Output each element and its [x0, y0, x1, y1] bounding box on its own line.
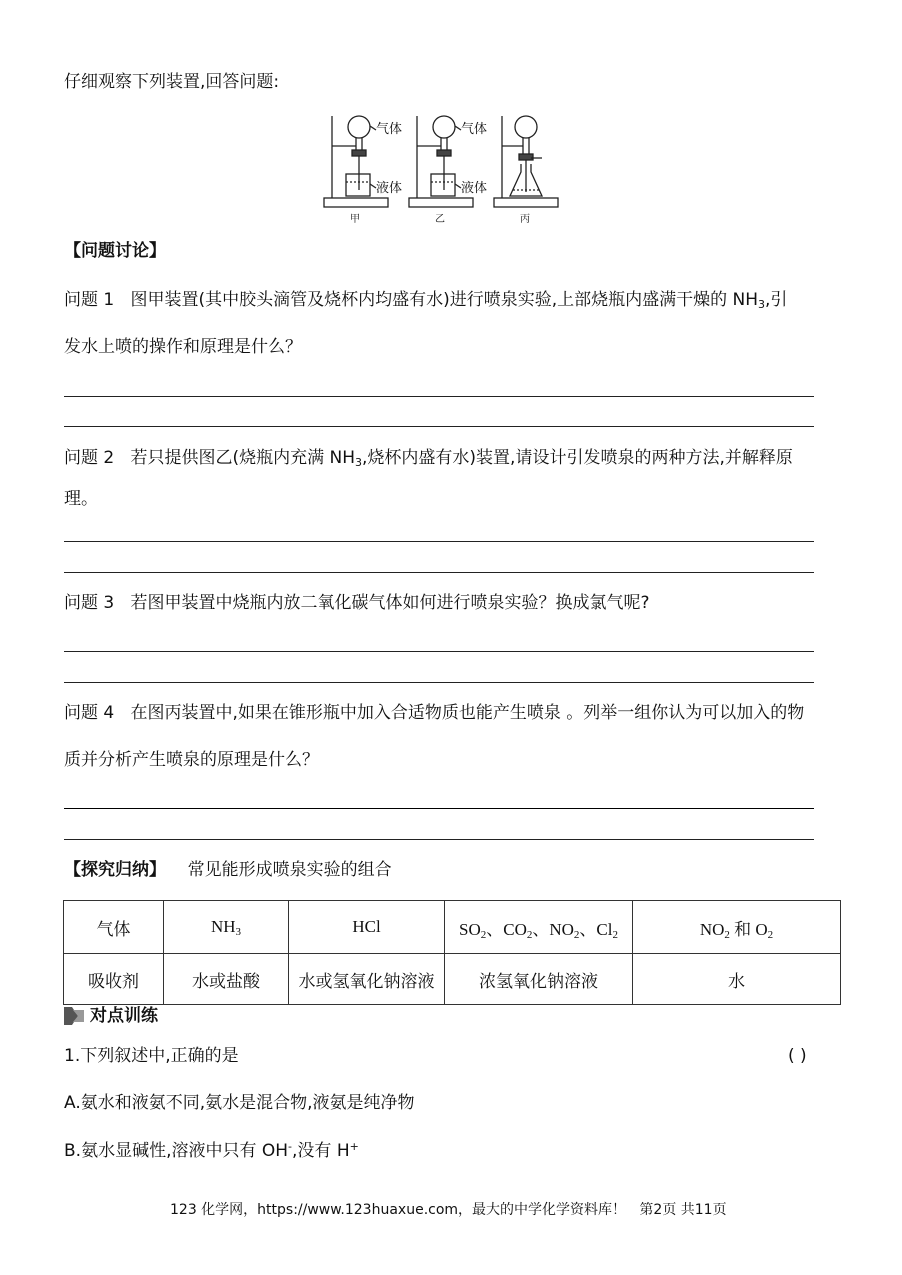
- answer-line: [64, 839, 814, 840]
- subscript: 2: [526, 928, 533, 941]
- question-3-number: 问题 3: [64, 593, 115, 613]
- question-2-number: 问题 2: [64, 448, 115, 468]
- caption-bing: 丙: [520, 214, 530, 225]
- option-b-text-tail: ,没有 H: [292, 1141, 350, 1161]
- question-2-text: 若只提供图乙(烧瓶内充满 NH: [130, 448, 355, 468]
- superscript: -: [288, 1140, 293, 1153]
- question-4-number: 问题 4: [64, 703, 115, 723]
- question-1-number: 问题 1: [64, 290, 115, 310]
- absorbent-cell: 水: [633, 954, 841, 1005]
- page-footer: [170, 1199, 727, 1219]
- liquid-label-1: 液体: [376, 181, 403, 196]
- question-2-line-1: [64, 447, 793, 469]
- subscript: 2: [612, 928, 618, 941]
- answer-bracket: ( ): [788, 1046, 807, 1066]
- question-1-line-1: [64, 289, 787, 311]
- absorbent-cell: 水或盐酸: [164, 954, 289, 1005]
- gas-cell: [164, 901, 289, 954]
- table-row: [64, 901, 841, 954]
- gas-formula: 、NO: [532, 919, 574, 939]
- gas-formula: NH: [210, 917, 236, 936]
- question-4-line-2: 质并分析产生喷泉的原理是什么？: [64, 750, 319, 770]
- absorbent-cell: 浓氢氧化钠溶液: [445, 954, 633, 1005]
- subscript: 2: [573, 928, 580, 941]
- subscript: 2: [767, 928, 774, 941]
- option-b: [64, 1140, 359, 1162]
- option-b-text: B.氨水显碱性,溶液中只有 OH: [64, 1141, 289, 1161]
- footer-page-number: 第2页 共11页: [639, 1202, 727, 1218]
- row-label-gas: 气体: [64, 901, 164, 954]
- question-1-line-2: 发水上喷的操作和原理是什么？: [64, 337, 302, 357]
- answer-line: [64, 426, 814, 427]
- row-label-absorbent: 吸收剂: [64, 954, 164, 1005]
- gas-formula: NO: [699, 919, 725, 939]
- gas-cell: [445, 901, 633, 954]
- gas-label-1: 气体: [376, 122, 403, 137]
- option-a: A.氨水和液氨不同,氨水是混合物,液氨是纯净物: [64, 1093, 415, 1113]
- question-4-text: 在图丙装置中,如果在锥形瓶中加入合适物质也能产生喷泉 。列举一组你认为可以加入的物: [130, 703, 805, 723]
- liquid-label-2: 液体: [461, 181, 488, 196]
- gas-label-2: 气体: [461, 122, 488, 137]
- caption-jia: 甲: [350, 214, 360, 225]
- caption-yi: 乙: [435, 214, 445, 225]
- gas-formula: 和 O: [729, 919, 768, 939]
- intro-text: 仔细观察下列装置,回答问题:: [64, 72, 280, 92]
- subscript: 2: [480, 928, 487, 941]
- gas-cell: HCl: [289, 901, 445, 954]
- absorbent-cell: 水或氢氧化钠溶液: [289, 954, 445, 1005]
- answer-line: [64, 808, 814, 809]
- section-marker-icon: [64, 1007, 86, 1025]
- answer-line: [64, 541, 814, 542]
- footer-site: 123 化学网，https://www.123huaxue.com，最大的中学化学资料库！: [170, 1202, 627, 1218]
- answer-line: [64, 682, 814, 683]
- subscript: 3: [235, 926, 242, 938]
- summary-title: 常见能形成喷泉实验的组合: [187, 860, 392, 880]
- subscript: 2: [724, 928, 730, 941]
- subscript: 3: [758, 298, 766, 311]
- table-row: [64, 954, 841, 1005]
- summary-heading-row: [64, 859, 392, 881]
- gas-formula: 、Cl: [579, 919, 613, 939]
- gas-formula: 、CO: [486, 919, 527, 939]
- gas-cell: [633, 901, 841, 954]
- answer-line: [64, 651, 814, 652]
- question-1-text: 图甲装置(其中胶头滴管及烧杯内均盛有水)进行喷泉实验,上部烧瓶内盛满干燥的 NH: [130, 290, 759, 310]
- subscript: 3: [355, 456, 362, 469]
- question-4-line-1: [64, 702, 804, 724]
- gas-formula: SO: [459, 919, 481, 939]
- question-2-line-2: 理。: [64, 489, 98, 509]
- question-3-text: 若图甲装置中烧瓶内放二氧化碳气体如何进行喷泉实验？换成氯气呢?: [130, 593, 650, 613]
- training-heading: 对点训练: [90, 1006, 158, 1026]
- question-3-line-1: [64, 592, 649, 614]
- question-2-text-tail: ,烧杯内盛有水)装置,请设计引发喷泉的两种方法,并解释原: [362, 448, 793, 468]
- answer-line: [64, 572, 814, 573]
- apparatus-figure: [320, 112, 560, 230]
- question-1-text-tail: ,引: [765, 290, 788, 310]
- training-q1-stem: 1.下列叙述中,正确的是: [64, 1046, 239, 1066]
- superscript: +: [349, 1140, 359, 1153]
- answer-line: [64, 396, 814, 397]
- discussion-heading: 【问题讨论】: [64, 241, 166, 261]
- summary-heading: 【探究归纳】: [64, 860, 166, 880]
- fountain-combination-table: [63, 900, 841, 1005]
